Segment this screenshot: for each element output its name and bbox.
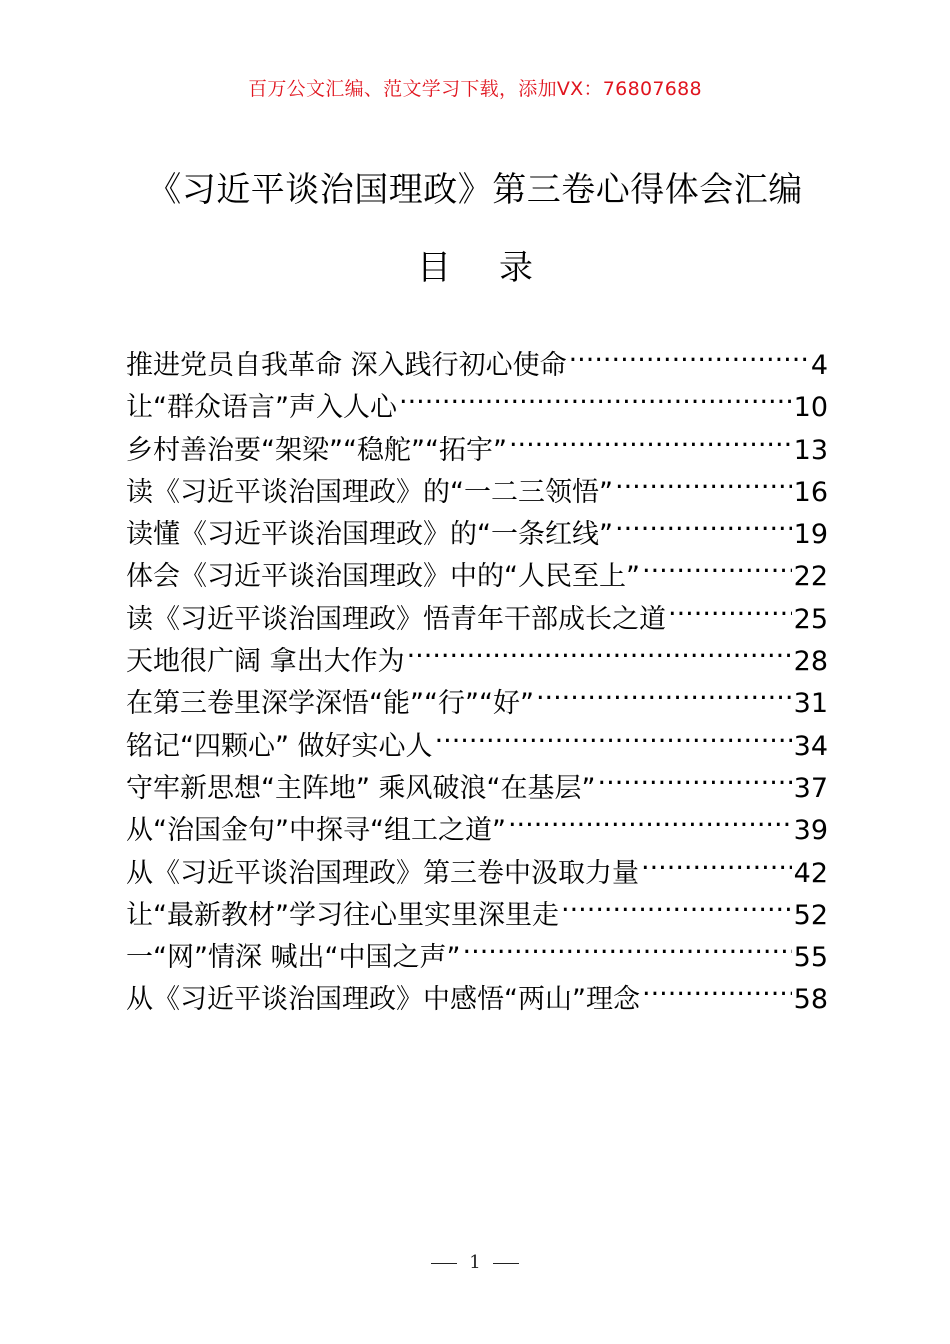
toc-heading bbox=[0, 240, 950, 289]
toc-entry-page: 22 bbox=[793, 561, 828, 593]
toc-entry-title[interactable]: 从《习近平谈治国理政》中感悟“两山”理念 bbox=[126, 984, 640, 1016]
toc-entry-page: 13 bbox=[793, 434, 828, 466]
toc-entry-title[interactable]: 读《习近平谈治国理政》的“一二三领悟” bbox=[126, 476, 613, 508]
footer-dash bbox=[493, 1263, 519, 1264]
toc-entry-page: 58 bbox=[793, 984, 828, 1016]
toc-entry-title[interactable]: 乡村善治要“架梁”“稳舵”“拓宇” bbox=[126, 434, 507, 466]
document-title: 《习近平谈治国理政》第三卷心得体会汇编 bbox=[147, 170, 803, 210]
dot-leader bbox=[536, 670, 792, 712]
toc-entry-title[interactable]: 从“治国金句”中探寻“组工之道” bbox=[126, 815, 506, 847]
dot-leader bbox=[642, 543, 792, 585]
toc-entry-page: 42 bbox=[793, 857, 828, 889]
dot-leader bbox=[407, 628, 792, 670]
toc-entry-page: 4 bbox=[810, 350, 828, 381]
toc-entry-page: 10 bbox=[793, 392, 828, 424]
header-note: 百万公文汇编、范文学习下载，添加VX：76807688 bbox=[248, 78, 702, 100]
dot-leader bbox=[615, 459, 792, 501]
dot-leader bbox=[569, 332, 809, 374]
dot-leader bbox=[399, 374, 792, 416]
toc-entry-title[interactable]: 推进党员自我革命 深入践行初心使命 bbox=[126, 350, 567, 381]
dot-leader bbox=[509, 417, 792, 459]
toc-entry-title[interactable]: 让“群众语言”声入人心 bbox=[126, 392, 397, 424]
toc-entry-title[interactable]: 让“最新教材”学习往心里实里深里走 bbox=[126, 899, 559, 931]
toc-entry-title[interactable]: 体会《习近平谈治国理政》中的“人民至上” bbox=[126, 561, 640, 593]
toc-entry-page: 31 bbox=[793, 688, 828, 720]
toc-entry-page: 39 bbox=[793, 815, 828, 847]
dot-leader bbox=[435, 713, 792, 755]
dot-leader bbox=[668, 586, 792, 628]
page-number: 1 bbox=[469, 1252, 481, 1273]
toc-entry-page: 19 bbox=[793, 519, 828, 551]
toc-entry-page: 52 bbox=[793, 899, 828, 931]
dot-leader bbox=[615, 501, 792, 543]
toc-entry-page: 28 bbox=[793, 646, 828, 678]
toc-entry-title[interactable]: 读懂《习近平谈治国理政》的“一条红线” bbox=[126, 519, 613, 551]
toc-entry-title[interactable]: 天地很广阔 拿出大作为 bbox=[126, 646, 405, 678]
toc-entry-title[interactable]: 从《习近平谈治国理政》第三卷中汲取力量 bbox=[126, 857, 639, 889]
toc-entry-page: 37 bbox=[793, 772, 828, 804]
toc-entry-title[interactable]: 一“网”情深 喊出“中国之声” bbox=[126, 942, 461, 974]
dot-leader bbox=[508, 797, 792, 839]
dot-leader bbox=[598, 755, 792, 797]
page-footer bbox=[0, 1252, 950, 1273]
dot-leader bbox=[561, 882, 792, 924]
dot-leader bbox=[642, 966, 792, 1008]
toc-entry[interactable] bbox=[126, 332, 828, 381]
footer-dash bbox=[431, 1263, 457, 1264]
toc-entry-title[interactable]: 守牢新思想“主阵地” 乘风破浪“在基层” bbox=[126, 772, 596, 804]
dot-leader bbox=[641, 840, 792, 882]
toc-entry-page: 34 bbox=[793, 730, 828, 762]
table-of-contents bbox=[126, 332, 828, 1016]
toc-entry-title[interactable]: 铭记“四颗心” 做好实心人 bbox=[126, 730, 433, 762]
toc-entry-page: 16 bbox=[793, 476, 828, 508]
toc-entry-page: 55 bbox=[793, 942, 828, 974]
toc-entry-page: 25 bbox=[793, 603, 828, 635]
dot-leader bbox=[463, 924, 792, 966]
toc-heading-char: 目 bbox=[417, 248, 451, 288]
toc-entry-title[interactable]: 读《习近平谈治国理政》悟青年干部成长之道 bbox=[126, 603, 666, 635]
toc-entry-title[interactable]: 在第三卷里深学深悟“能”“行”“好” bbox=[126, 688, 534, 720]
toc-heading-char: 录 bbox=[499, 248, 533, 288]
